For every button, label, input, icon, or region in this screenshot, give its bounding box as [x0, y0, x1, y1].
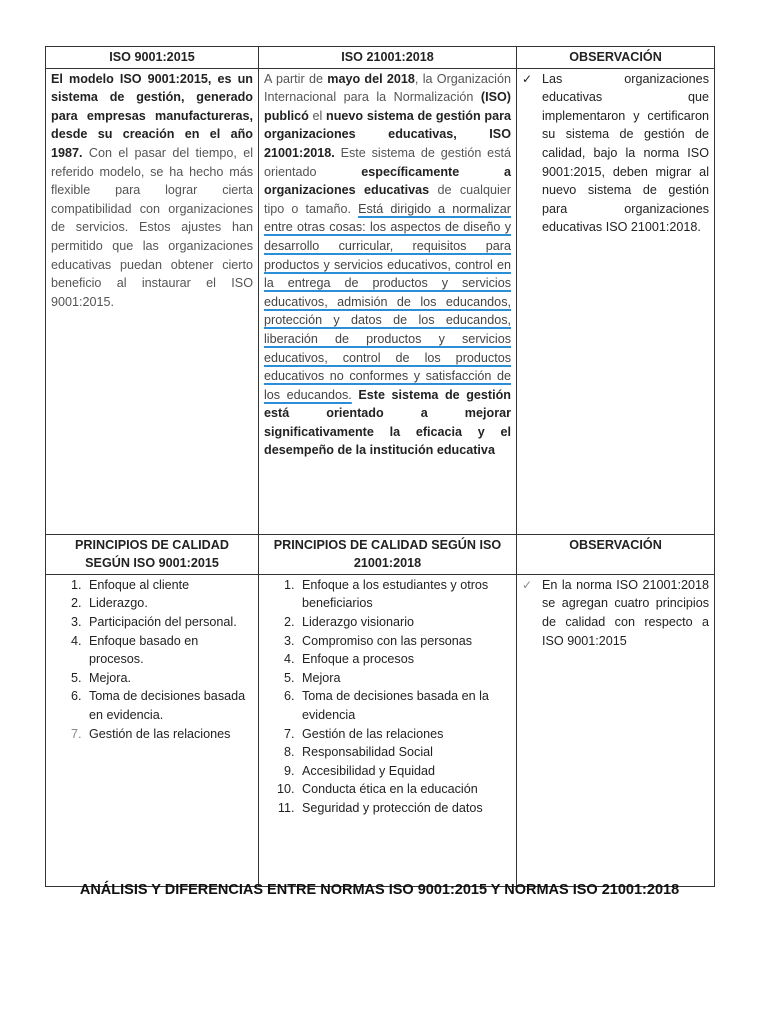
text-segment: de cualquier tipo o tamaño.	[264, 183, 511, 216]
header-observacion: OBSERVACIÓN	[517, 47, 715, 69]
principles-21001-list	[264, 576, 511, 818]
underlined-scope-text: Está dirigido a normalizar entre otras cosas: los aspectos de diseño y desarrollo curricular, requisitos para productos y servicios educativos, control en la entrega de productos y servicios educativos, admisión de los educandos, protección y datos de los educandos, liberación de productos y servicios educativos, control de los productos educativos no conformes y satisfacción de los educandos.	[264, 201, 511, 402]
list-item: 2. Liderazgo visionario	[298, 613, 511, 632]
principles-21001-cell	[259, 574, 517, 886]
header-observacion-2: OBSERVACIÓN	[517, 534, 715, 574]
text-segment: , la Organización Internacional para la Normalización	[264, 71, 511, 105]
bold-segment: mayo del 2018	[327, 71, 415, 86]
list-item: 3. Participación del personal.	[85, 613, 253, 632]
iso-21001-description	[259, 68, 517, 534]
check-icon: ✓	[522, 71, 533, 86]
description-row	[46, 68, 715, 534]
list-item: 1. Enfoque al cliente	[85, 576, 253, 595]
list-item: 7. Gestión de las relaciones	[298, 725, 511, 744]
observation-text: En la norma ISO 21001:2018 se agregan cuatro principios de calidad con respecto a ISO 9001:2015	[542, 577, 709, 648]
observation-text: Las organizaciones educativas que implementaron y certificaron su sistema de gestión de calidad, bajo la norma ISO 9001:2015, deben migrar al nuevo sistema de gestión para organizaciones educativas ISO 21001:2018.	[542, 71, 709, 235]
header-row-standards	[46, 47, 715, 69]
check-icon: ✓	[522, 577, 533, 592]
header-principles-9001: PRINCIPIOS DE CALIDAD SEGÚN ISO 9001:2015	[46, 534, 259, 574]
principles-9001-list	[51, 576, 253, 743]
header-iso-21001: ISO 21001:2018	[259, 47, 517, 69]
list-item: 5. Mejora	[298, 669, 511, 688]
text-segment: el	[308, 108, 327, 123]
iso-9001-detail: Con el pasar del tiempo, el referido modelo, se ha hecho más flexible para lograr cierta compatibilidad con organizaciones de servicios. Estos ajustes han permitido que las organizaciones educativas puedan obtener cierto beneficio al instaurar el ISO 9001:2015.	[51, 145, 253, 309]
list-item: 9. Accesibilidad y Equidad	[298, 762, 511, 781]
list-item: 4. Enfoque basado en procesos.	[85, 632, 253, 669]
principles-row	[46, 574, 715, 886]
list-item: 4. Enfoque a procesos	[298, 650, 511, 669]
observation-list	[522, 576, 709, 650]
bold-segment: nuevo sistema de gestión para organizaciones educativas, ISO 21001:2018.	[264, 108, 511, 160]
list-item: 6. Toma de decisiones basada en la evidencia	[298, 687, 511, 724]
text-segment: A partir de	[264, 71, 328, 86]
bold-segment: específicamente a organizaciones educativas	[264, 164, 511, 198]
iso-9001-intro: El modelo ISO 9001:2015, es un sistema de gestión, generado para empresas manufactureras, desde su creación en el año 1987.	[51, 71, 253, 160]
list-item: 7. Gestión de las relaciones	[85, 725, 253, 744]
comparison-table	[45, 46, 715, 887]
header-principles-21001: PRINCIPIOS DE CALIDAD SEGÚN ISO 21001:2018	[259, 534, 517, 574]
list-item: 2. Liderazgo.	[85, 594, 253, 613]
observation-migration	[517, 68, 715, 534]
bold-segment: Este sistema de gestión está orientado a mejorar significativamente la eficacia y el desempeño de la institución educativa	[264, 387, 511, 458]
list-item: 10. Conducta ética en la educación	[298, 780, 511, 799]
list-item: 6. Toma de decisiones basada en evidencia.	[85, 687, 253, 724]
list-item: 11. Seguridad y protección de datos	[298, 799, 511, 818]
observation-principles	[517, 574, 715, 886]
observation-item	[522, 576, 709, 650]
list-item: 1. Enfoque a los estudiantes y otros beneficiarios	[298, 576, 511, 613]
list-item: 8. Responsabilidad Social	[298, 743, 511, 762]
bold-segment: (ISO) publicó	[264, 90, 511, 123]
header-row-principles	[46, 534, 715, 574]
text-segment: Este sistema de gestión está orientado	[264, 145, 511, 179]
header-iso-9001: ISO 9001:2015	[46, 47, 259, 69]
principles-9001-cell	[46, 574, 259, 886]
iso-9001-description	[46, 68, 259, 534]
observation-item	[522, 70, 709, 237]
document-title: ANÁLISIS Y DIFERENCIAS ENTRE NORMAS ISO 9001:2015 Y NORMAS ISO 21001:2018	[79, 882, 680, 898]
observation-list	[522, 70, 709, 237]
list-item: 5. Mejora.	[85, 669, 253, 688]
list-item: 3. Compromiso con las personas	[298, 632, 511, 651]
